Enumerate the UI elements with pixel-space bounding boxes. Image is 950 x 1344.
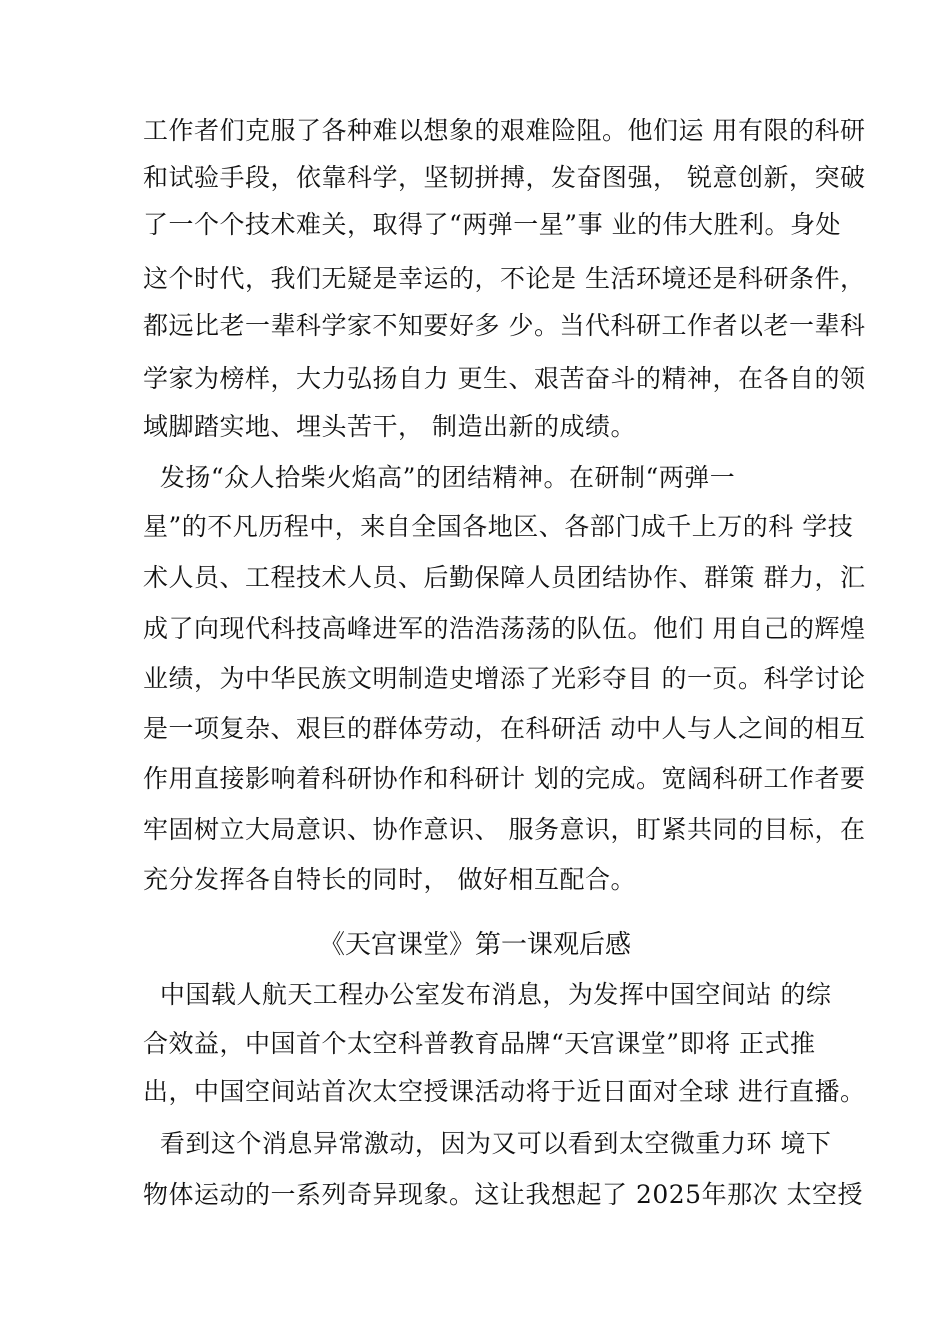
text-line: 业绩，为中华民族文明制造史增添了光彩夺目 的一页。科学讨论 <box>143 664 866 693</box>
text-line: 作用直接影响着科研协作和科研计 划的完成。宽阔科研工作者要 <box>143 764 866 793</box>
text-line: 充分发挥各自特长的同时， 做好相互配合。 <box>143 865 636 894</box>
text-line: 都远比老一辈科学家不知要好多 少。当代科研工作者以老一辈科 <box>143 311 866 340</box>
text-line: 工作者们克服了各种难以想象的艰难险阻。他们运 用有限的科研 <box>143 116 866 145</box>
text-line: 域脚踏实地、埋头苦干， 制造出新的成绩。 <box>143 412 636 441</box>
text-line: 术人员、工程技术人员、后勤保障人员团结协作、群策 群力，汇 <box>143 563 866 592</box>
text-line: 成了向现代科技高峰进军的浩浩荡荡的队伍。他们 用自己的辉煌 <box>143 614 866 643</box>
text-line: 星”的不凡历程中，来自全国各地区、各部门成千上万的科 学技 <box>143 512 854 541</box>
text-line: 中国载人航天工程办公室发布消息，为发挥中国空间站 的综 <box>143 980 832 1009</box>
text-line: 是一项复杂、艰巨的群体劳动，在科研活 动中人与人之间的相互 <box>143 714 866 743</box>
text-line: 物体运动的一系列奇异现象。这让我想起了 2025年那次 太空授 <box>143 1180 864 1209</box>
text-line: 这个时代，我们无疑是幸运的，不论是 生活环境还是科研条件， <box>143 264 866 293</box>
text-line: 出，中国空间站首次太空授课活动将于近日面对全球 进行直播。 <box>143 1077 866 1106</box>
section-title: 《天宫课堂》第一课观后感 <box>318 930 631 960</box>
text-line: 学家为榜样，大力弘扬自力 更生、艰苦奋斗的精神，在各自的领 <box>143 364 866 393</box>
text-line: 和试验手段，依靠科学，坚韧拼搏，发奋图强， 锐意创新，突破 <box>143 163 866 192</box>
text-line: 了一个个技术难关，取得了“两弹一星”事 业的伟大胜利。身处 <box>143 210 842 239</box>
text-line: 牢固树立大局意识、协作意识、 服务意识，盯紧共同的目标，在 <box>143 815 866 844</box>
text-line: 发扬“众人拾柴火焰高”的团结精神。在研制“两弹一 <box>143 463 736 492</box>
text-line: 合效益，中国首个太空科普教育品牌“天宫课堂”即将 正式推 <box>143 1029 816 1058</box>
text-line: 看到这个消息异常激动，因为又可以看到太空微重力环 境下 <box>143 1129 832 1158</box>
